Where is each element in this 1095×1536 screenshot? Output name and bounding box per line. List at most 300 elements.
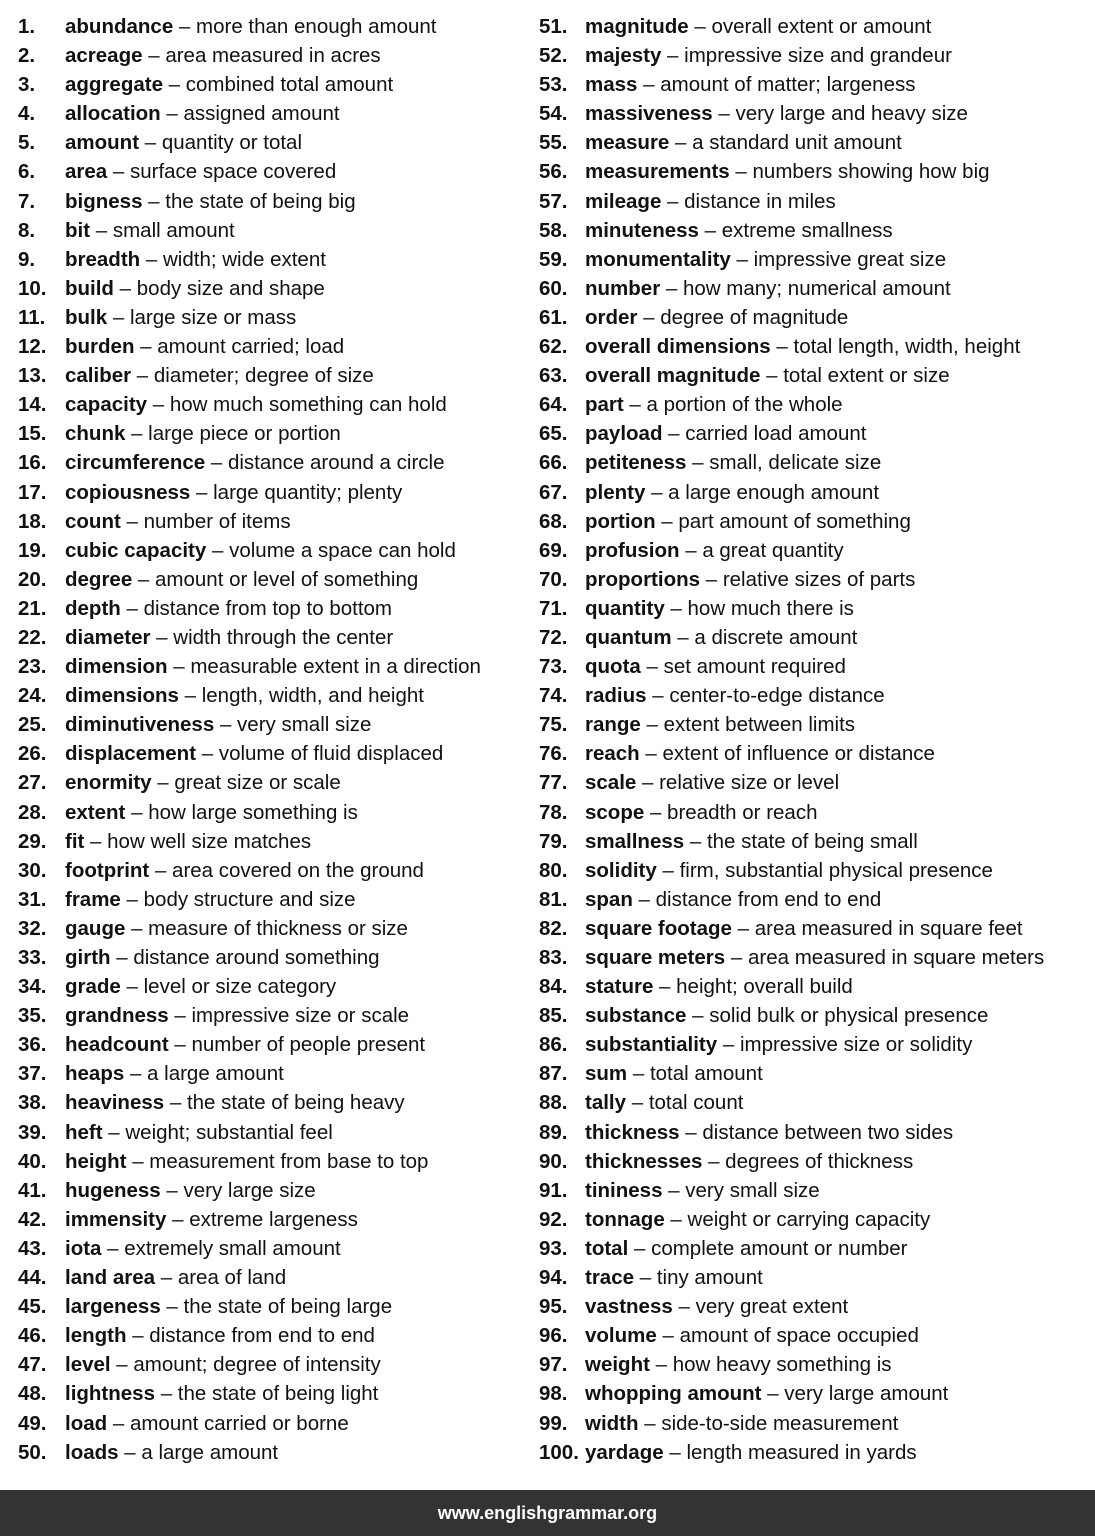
item-definition: total count [648,1091,744,1115]
list-item [539,1409,1084,1438]
item-separator: – [649,1353,673,1377]
item-definition: very large size [183,1178,316,1202]
item-word: proportions [585,567,701,591]
item-word: heaviness [65,1091,165,1115]
item-definition: small amount [112,218,235,242]
item-definition: very large and heavy size [735,102,968,126]
list-item [18,128,518,157]
list-item [539,943,1084,972]
item-number: 31. [18,887,47,911]
item-definition: impressive size or solidity [739,1033,973,1057]
item-separator: – [107,1411,130,1435]
item-word: portion [585,509,656,533]
item-number: 51. [539,15,568,38]
item-word: petiteness [585,451,687,475]
item-number: 1. [18,15,36,38]
item-definition: measurement from base to top [149,1149,429,1173]
list-item [539,1379,1084,1408]
item-word: fit [65,829,85,853]
list-item [539,827,1084,856]
item-word: scale [585,771,637,795]
item-number: 70. [539,567,568,591]
list-item [18,332,518,361]
item-word: bit [65,218,91,242]
item-number: 73. [539,655,568,679]
item-definition: very small size [685,1178,820,1202]
item-word: load [65,1411,108,1435]
list-item [539,1205,1084,1234]
list-item [18,1001,518,1030]
item-number: 21. [18,596,47,620]
item-number: 95. [539,1295,568,1319]
item-definition: extent between limits [663,713,856,737]
item-separator: – [653,975,677,999]
item-separator: – [196,742,219,766]
list-item [539,478,1084,507]
item-separator: – [688,15,712,38]
list-item [539,972,1084,1001]
item-word: volume [585,1324,657,1348]
item-word: length [65,1324,127,1348]
list-item [18,245,518,274]
item-number: 77. [539,771,568,795]
list-item [539,1030,1084,1059]
item-number: 35. [18,1004,47,1028]
list-item [539,1234,1084,1263]
item-word: quantity [585,596,665,620]
item-separator: – [102,1120,126,1144]
item-word: total [585,1236,629,1260]
item-definition: volume a space can hold [229,538,456,562]
item-definition: extremely small amount [124,1236,341,1260]
item-word: payload [585,422,663,446]
list-item [18,1350,518,1379]
item-separator: – [90,218,113,242]
item-separator: – [730,247,754,271]
item-word: weight [585,1353,650,1377]
list-item [18,361,518,390]
item-number: 89. [539,1120,568,1144]
item-separator: – [160,1178,184,1202]
item-separator: – [662,1178,686,1202]
item-separator: – [637,73,661,97]
item-number: 5. [18,131,36,155]
item-word: massiveness [585,102,713,126]
list-item [18,478,518,507]
list-item [18,739,518,768]
item-definition: very large amount [784,1382,949,1406]
item-definition: quantity or total [161,131,302,155]
item-definition: number of items [143,509,291,533]
item-word: tonnage [585,1207,665,1231]
item-separator: – [679,1120,703,1144]
list-item [539,1292,1084,1321]
item-word: lightness [65,1382,155,1406]
item-word: plenty [585,480,646,504]
item-separator: – [760,364,784,388]
item-separator: – [656,1324,680,1348]
item-separator: – [644,800,668,824]
item-definition: volume of fluid displaced [218,742,444,766]
item-separator: – [84,829,108,853]
item-number: 49. [18,1411,47,1435]
list-item [539,216,1084,245]
item-definition: total length, width, height [793,335,1021,359]
item-number: 92. [539,1207,568,1231]
item-separator: – [663,1440,687,1464]
item-separator: – [214,713,238,737]
item-definition: the state of being heavy [186,1091,405,1115]
item-number: 63. [539,364,568,388]
item-separator: – [660,276,683,300]
item-separator: – [731,916,755,940]
item-word: substantiality [585,1033,718,1057]
item-definition: the state of being light [177,1382,379,1406]
list-item [18,303,518,332]
item-number: 83. [539,946,568,969]
list-item [539,99,1084,128]
item-separator: – [627,1062,650,1086]
item-definition: the state of being large [183,1295,393,1319]
item-word: overall dimensions [585,335,771,359]
item-separator: – [110,946,134,969]
item-separator: – [167,655,191,679]
item-definition: length, width, and height [201,684,424,708]
item-separator: – [120,887,144,911]
item-separator: – [669,131,693,155]
item-definition: amount carried; load [157,335,345,359]
footer-url[interactable]: www.englishgrammar.org [437,1503,658,1523]
list-item [539,594,1084,623]
item-number: 19. [18,538,47,562]
item-word: tininess [585,1178,663,1202]
item-definition: a large amount [141,1440,279,1464]
item-separator: – [113,276,137,300]
item-definition: impressive size or scale [191,1004,410,1028]
item-separator: – [712,102,736,126]
item-word: level [65,1353,111,1377]
list-item [18,1321,518,1350]
item-definition: set amount required [663,655,846,679]
item-definition: amount of matter; largeness [660,73,916,97]
list-item [539,681,1084,710]
item-word: abundance [65,15,174,38]
item-number: 88. [539,1091,568,1115]
item-word: yardage [585,1440,664,1464]
list-item [539,1321,1084,1350]
list-item [539,245,1084,274]
item-number: 86. [539,1033,568,1057]
list-item [18,885,518,914]
list-item [18,1118,518,1147]
item-definition: distance from end to end [655,887,882,911]
list-item [18,99,518,128]
item-number: 62. [539,335,568,359]
item-number: 12. [18,335,47,359]
item-separator: – [684,829,707,853]
list-item [539,1118,1084,1147]
item-definition: diameter; degree of size [153,364,374,388]
item-number: 71. [539,596,568,620]
item-number: 18. [18,509,47,533]
list-item [18,1088,518,1117]
list-item [18,507,518,536]
item-separator: – [120,509,144,533]
list-item [539,187,1084,216]
item-separator: – [155,1266,178,1290]
item-separator: – [139,131,162,155]
item-definition: area covered on the ground [172,858,424,882]
item-number: 55. [539,131,568,155]
item-number: 38. [18,1091,47,1115]
item-word: width [585,1411,639,1435]
item-number: 41. [18,1178,47,1202]
item-word: scope [585,800,645,824]
item-definition: measurable extent in a direction [190,655,481,679]
item-definition: distance in miles [684,189,836,213]
item-word: stature [585,975,654,999]
item-word: depth [65,596,121,620]
item-word: loads [65,1440,119,1464]
item-word: capacity [65,393,148,417]
item-separator: – [162,73,186,97]
item-word: mileage [585,189,662,213]
item-separator: – [671,625,695,649]
item-definition: number of people present [191,1033,426,1057]
item-number: 84. [539,975,568,999]
item-word: degree [65,567,133,591]
item-number: 50. [18,1440,47,1464]
item-number: 30. [18,858,47,882]
item-word: minuteness [585,218,699,242]
item-word: count [65,509,121,533]
item-definition: width through the center [173,625,394,649]
list-item [539,710,1084,739]
item-definition: distance around something [133,946,380,969]
item-separator: – [160,1295,184,1319]
item-word: dimension [65,655,168,679]
item-definition: length measured in yards [686,1440,917,1464]
list-item [18,419,518,448]
list-item [539,652,1084,681]
item-separator: – [142,44,166,68]
item-separator: – [661,189,685,213]
item-number: 61. [539,305,568,329]
item-separator: – [126,1149,150,1173]
item-number: 57. [539,189,568,213]
item-number: 94. [539,1266,568,1290]
item-number: 33. [18,946,47,969]
item-definition: the state of being big [165,189,356,213]
list-item [18,390,518,419]
item-number: 97. [539,1353,568,1377]
item-separator: – [645,480,669,504]
item-definition: a large enough amount [668,480,880,504]
item-word: heft [65,1120,103,1144]
list-item [539,507,1084,536]
item-word: cubic capacity [65,538,207,562]
item-definition: measure of thickness or size [148,916,408,940]
list-item [539,1176,1084,1205]
item-definition: great size or scale [174,771,341,795]
list-item [539,1147,1084,1176]
item-definition: impressive size and grandeur [684,44,952,68]
item-separator: – [190,480,214,504]
item-word: area [65,160,108,184]
list-item [539,885,1084,914]
list-item [539,1059,1084,1088]
item-separator: – [637,305,661,329]
item-definition: assigned amount [183,102,340,126]
item-number: 26. [18,742,47,766]
item-separator: – [770,335,794,359]
item-number: 39. [18,1120,47,1144]
item-number: 34. [18,975,47,999]
item-separator: – [664,596,688,620]
item-number: 68. [539,509,568,533]
item-number: 2. [18,44,36,68]
item-word: quantum [585,625,672,649]
word-list [0,12,1095,1468]
item-separator: – [151,771,175,795]
item-word: hugeness [65,1178,161,1202]
item-separator: – [125,422,149,446]
item-word: immensity [65,1207,167,1231]
item-separator: – [662,422,686,446]
list-item [539,128,1084,157]
item-definition: surface space covered [129,160,337,184]
item-word: profusion [585,538,680,562]
list-item [18,1176,518,1205]
item-separator: – [686,451,710,475]
item-word: footprint [65,858,150,882]
item-separator: – [164,1091,187,1115]
item-separator: – [168,1004,192,1028]
item-number: 14. [18,393,47,417]
list-item [539,856,1084,885]
item-definition: center-to-edge distance [669,684,885,708]
item-separator: – [134,335,158,359]
item-definition: a great quantity [702,538,844,562]
item-word: frame [65,887,121,911]
item-definition: degrees of thickness [725,1149,914,1173]
item-word: caliber [65,364,132,388]
item-definition: breadth or reach [667,800,818,824]
item-number: 17. [18,480,47,504]
item-separator: – [626,1091,649,1115]
item-definition: how much there is [687,596,854,620]
item-number: 9. [18,247,36,271]
list-item [539,448,1084,477]
item-word: heaps [65,1062,125,1086]
item-definition: relative sizes of parts [722,567,916,591]
item-separator: – [638,1411,662,1435]
item-separator: – [155,1382,178,1406]
item-word: amount [65,131,140,155]
item-definition: small, delicate size [709,451,882,475]
list-item [539,12,1084,41]
item-definition: amount carried or borne [129,1411,349,1435]
item-separator: – [160,102,184,126]
item-word: span [585,887,633,911]
item-separator: – [120,596,144,620]
list-item [539,390,1084,419]
item-word: order [585,305,638,329]
item-word: thicknesses [585,1149,703,1173]
item-definition: carried load amount [685,422,867,446]
list-item [539,303,1084,332]
item-separator: – [147,393,170,417]
item-number: 45. [18,1295,47,1319]
item-separator: – [646,684,670,708]
item-number: 54. [539,102,568,126]
item-definition: large quantity; plenty [213,480,403,504]
item-separator: – [140,247,163,271]
list-item [18,1409,518,1438]
item-separator: – [205,451,228,475]
item-word: whopping amount [585,1382,762,1406]
list-item [18,448,518,477]
item-number: 75. [539,713,568,737]
item-definition: level or size category [143,975,337,999]
list-item [18,187,518,216]
left-column [18,12,518,1467]
list-item [18,1234,518,1263]
item-word: measure [585,131,670,155]
item-word: trace [585,1266,635,1290]
item-word: largeness [65,1295,161,1319]
item-separator: – [700,567,723,591]
item-word: diminutiveness [65,713,215,737]
list-item [18,41,518,70]
item-number: 24. [18,684,47,708]
item-number: 46. [18,1324,47,1348]
item-number: 44. [18,1266,47,1290]
list-item [539,798,1084,827]
list-item [18,536,518,565]
item-number: 15. [18,422,47,446]
item-definition: area measured in square feet [754,916,1023,940]
list-item [18,943,518,972]
item-word: extent [65,800,126,824]
footer-bar [0,1490,1095,1536]
item-separator: – [761,1382,785,1406]
item-word: majesty [585,44,662,68]
item-separator: – [664,1207,688,1231]
item-definition: the state of being small [706,829,918,853]
list-item [539,1263,1084,1292]
item-number: 72. [539,625,568,649]
item-number: 36. [18,1033,47,1057]
item-definition: weight or carrying capacity [687,1207,931,1231]
list-item [18,1205,518,1234]
item-word: diameter [65,625,151,649]
item-number: 87. [539,1062,568,1086]
list-item [18,827,518,856]
item-separator: – [725,946,748,969]
item-number: 11. [18,305,46,329]
list-item [18,681,518,710]
item-word: reach [585,742,640,766]
list-item [539,361,1084,390]
item-word: land area [65,1266,156,1290]
item-word: grandness [65,1004,169,1028]
item-number: 67. [539,480,568,504]
item-separator: – [125,800,149,824]
item-separator: – [702,1149,726,1173]
item-separator: – [717,1033,740,1057]
item-number: 22. [18,625,47,649]
